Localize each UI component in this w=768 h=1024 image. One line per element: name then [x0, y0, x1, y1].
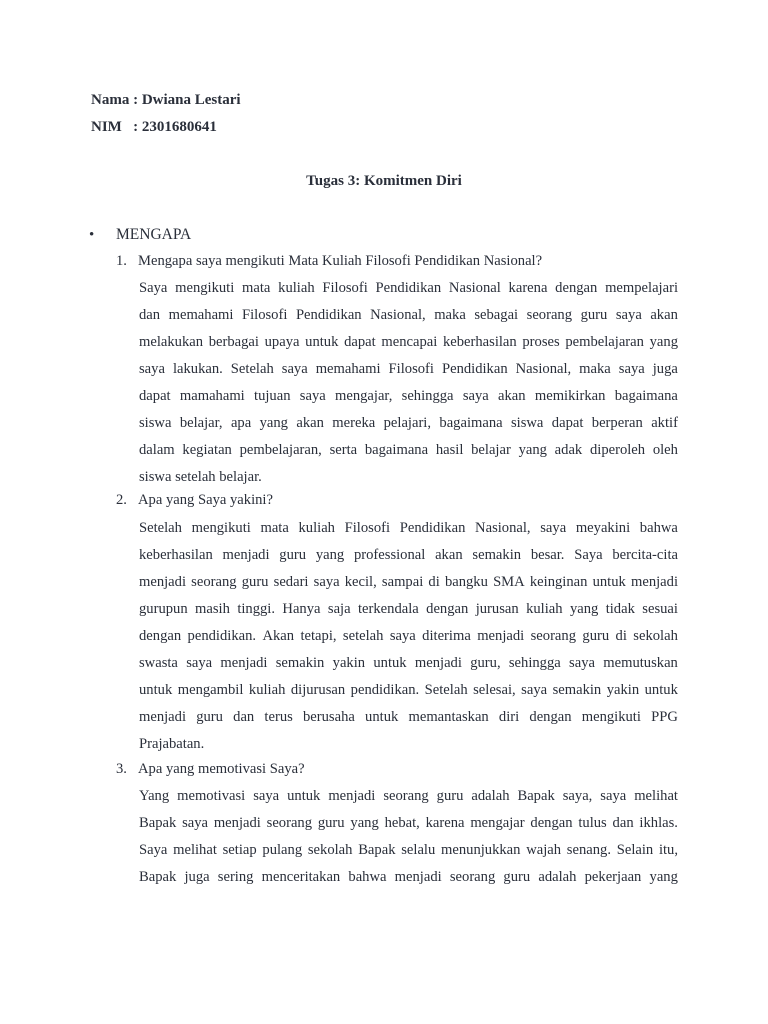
answer-line: swasta saya menjadi semakin yakin untuk menjadi guru, sehingga saya memutuskan — [139, 655, 678, 671]
answer-line: Setelah mengikuti mata kuliah Filosofi Pendidikan Nasional, saya meyakini bahwa — [139, 520, 678, 536]
answer-paragraph — [139, 275, 678, 491]
answer-line: Prajabatan. — [139, 736, 205, 752]
question-text: Mengapa saya mengikuti Mata Kuliah Filosofi Pendidikan Nasional? — [138, 253, 543, 269]
answer-line: dan memahami Filosofi Pendidikan Nasional, maka sebagai seorang guru saya akan — [139, 307, 678, 323]
answer-line: Bapak saya menjadi seorang guru yang hebat, karena mengajar dengan tulus dan ikhlas. — [139, 815, 678, 831]
answer-paragraph — [139, 515, 678, 758]
answer-line: dapat mamahami tujuan saya mengajar, sehingga saya akan memikirkan bagaimana — [139, 388, 678, 404]
answer-line: menjadi seorang guru sedari saya kecil, sampai di bangku SMA keinginan untuk menjadi — [139, 574, 678, 590]
answer-line: siswa belajar, apa yang akan mereka pelajari, bagaimana siswa dapat berperan aktif — [139, 415, 678, 431]
question-number: 2. — [116, 492, 127, 508]
answer-line: saya lakukan. Setelah saya memahami Filosofi Pendidikan Nasional, maka saya juga — [139, 361, 678, 377]
answer-line: Saya mengikuti mata kuliah Filosofi Pendidikan Nasional karena dengan mempelajari — [139, 280, 678, 296]
assignment-title: Tugas 3: Komitmen Diri — [306, 173, 462, 189]
answer-line: untuk mengambil kuliah dijurusan pendidikan. Setelah selesai, saya semakin yakin untuk — [139, 682, 678, 698]
student-nim: NIM : 2301680641 — [91, 119, 217, 135]
answer-line: menjadi guru dan terus berusaha untuk memantaskan diri dengan mengikuti PPG — [139, 709, 678, 725]
answer-line: dengan pendidikan. Akan tetapi, setelah saya diterima menjadi seorang guru di sekolah — [139, 628, 678, 644]
section-heading: MENGAPA — [116, 226, 192, 243]
answer-line: siswa setelah belajar. — [139, 469, 262, 485]
answer-line: melakukan berbagai upaya untuk dapat mencapai keberhasilan proses pembelajaran yang — [139, 334, 678, 350]
question-text: Apa yang Saya yakini? — [138, 492, 273, 508]
answer-line: dalam kegiatan pembelajaran, serta bagaimana hasil belajar yang adak diperoleh oleh — [139, 442, 678, 458]
answer-paragraph — [139, 783, 678, 891]
question-number: 1. — [116, 253, 127, 269]
answer-line: keberhasilan menjadi guru yang professional akan semakin besar. Saya bercita-cita — [139, 547, 678, 563]
answer-line: Saya melihat setiap pulang sekolah Bapak selalu menunjukkan wajah senang. Selain itu, — [139, 842, 678, 858]
question-number: 3. — [116, 761, 127, 777]
student-name: Nama : Dwiana Lestari — [91, 92, 241, 108]
answer-line: Bapak juga sering menceritakan bahwa menjadi seorang guru adalah pekerjaan yang — [139, 869, 678, 885]
bullet-icon: • — [89, 227, 95, 243]
answer-line: Yang memotivasi saya untuk menjadi seorang guru adalah Bapak saya, saya melihat — [139, 788, 678, 804]
answer-line: gurupun masih tinggi. Hanya saja terkendala dengan jurusan kuliah yang tidak sesuai — [139, 601, 678, 617]
question-text: Apa yang memotivasi Saya? — [138, 761, 305, 777]
